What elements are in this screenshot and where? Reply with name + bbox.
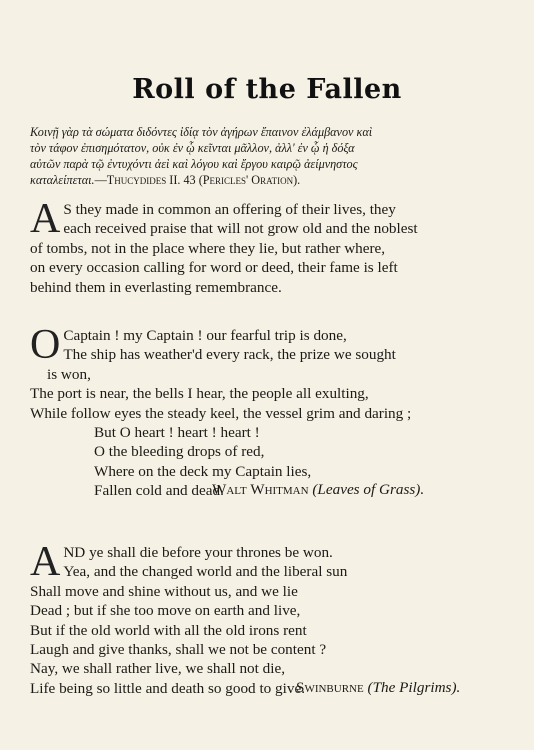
drop-cap: A: [30, 539, 61, 585]
poem-line: But if the old world with all the old irons rent: [30, 621, 307, 639]
poem-line: Dead ; but if she too move on earth and live,: [30, 602, 301, 620]
poem-line: Life being so little and death so good to give.: [30, 679, 306, 697]
text-line: S they made in common an offering of their lives, they: [63, 201, 396, 218]
greek-epigraph: [30, 124, 505, 188]
poem-line: Where on the deck my Captain lies,: [94, 462, 312, 480]
greek-line: Κοινῇ γὰρ τὰ σώματα διδόντες ἰδίᾳ τὸν ἀγήρων ἔπαινον ἐλάμβανον καὶ: [30, 125, 373, 139]
text-line: behind them in everlasting remembrance.: [30, 278, 282, 296]
page-title: Roll of the Fallen: [132, 74, 402, 105]
drop-cap: O: [30, 322, 61, 368]
epigraph-source: —Thucydides II. 43 (Pericles' Oration).: [94, 173, 301, 187]
attribution-swinburne: Swinburne (The Pilgrims).: [296, 679, 461, 696]
poem-line: Laugh and give thanks, shall we not be content ?: [30, 641, 327, 659]
greek-line-last: καταλείπεται.—Thucydides II. 43 (Pericles' Oration).: [30, 173, 301, 187]
poem-line: Yea, and the changed world and the liberal sun: [63, 563, 348, 581]
poem-line: Fallen cold and dead.: [94, 482, 224, 500]
poem-line: While follow eyes the steady keel, the vessel grim and daring ;: [30, 404, 412, 422]
text-line: on every occasion calling for word or deed, their fame is left: [30, 259, 398, 277]
text-line: each received praise that will not grow old and the noblest: [63, 220, 418, 238]
text-line: of tombs, not in the place where they lie, but rather where,: [30, 239, 386, 257]
greek-line: αὐτῶν παρὰ τῷ ἐντυχόντι ἀεὶ καὶ λόγου καὶ ἔργου καιρῷ ἀείμνηστος: [30, 157, 358, 171]
poem-line: O the bleeding drops of red,: [94, 443, 265, 461]
poem-line: Shall move and shine without us, and we lie: [30, 582, 298, 600]
greek-line: τὸν τάφον ἐπισημότατον, οὐκ ἐν ᾧ κεῖνται μᾶλλον, ἀλλ' ἐν ᾧ ἡ δόξα: [30, 141, 355, 155]
poem-line: is won,: [47, 365, 91, 383]
poem-whitman: [30, 322, 505, 501]
translation-paragraph: [30, 196, 505, 297]
poem-line: Nay, we shall rather live, we shall not die,: [30, 660, 286, 678]
poem-line: The ship has weather'd every rack, the prize we sought: [63, 346, 396, 364]
attribution-whitman: Walt Whitman (Leaves of Grass).: [212, 481, 425, 498]
poem-line: Captain ! my Captain ! our fearful trip is done,: [63, 327, 347, 344]
poem-line: But O heart ! heart ! heart !: [94, 424, 260, 442]
drop-cap: A: [30, 196, 61, 242]
poem-line: ND ye shall die before your thrones be won.: [63, 544, 333, 561]
poem-swinburne: [30, 539, 505, 698]
poem-line: The port is near, the bells I hear, the people all exulting,: [30, 385, 369, 403]
